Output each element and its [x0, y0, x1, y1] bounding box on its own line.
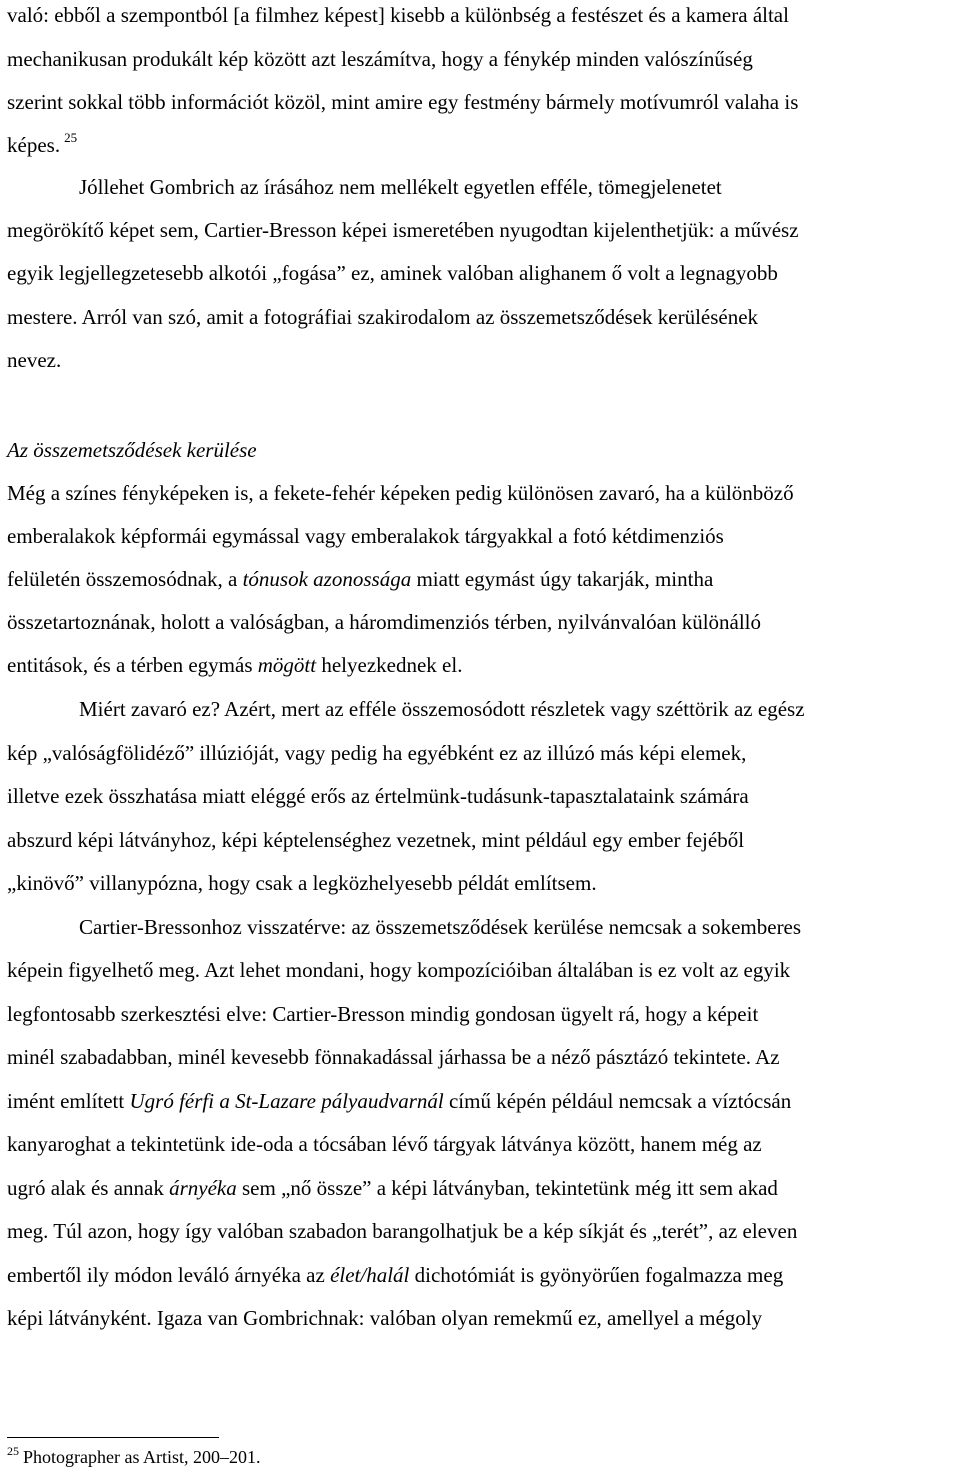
text-line: egyik legjellegzetesebb alkotói „fogása” ez, aminek valóban alighanem ő volt a legnagyobb: [7, 261, 778, 285]
text-line: abszurd képi látványhoz, képi képtelenséghez vezetnek, mint például egy ember fejéből: [7, 828, 745, 852]
text-line: mestere. Arról van szó, amit a fotográfiai szakirodalom az összemetsződések kerülésének: [7, 305, 759, 329]
text-line: Jóllehet Gombrich az írásához nem mellékelt egyetlen efféle, tömegjelenetet: [79, 175, 722, 199]
text-line: ugró alak és annak árnyéka sem „nő össze” a képi látványban, tekintetünk még itt sem akad: [7, 1176, 778, 1200]
text-line: megörökítő képet sem, Cartier-Bresson képei ismeretében nyugodtan kijelenthetjük: a művész: [7, 218, 799, 242]
text-line: való: ebből a szempontból [a filmhez képest] kisebb a különbség a festészet és a kamera által: [7, 3, 789, 27]
footnote-number: 25: [7, 1444, 19, 1458]
emphasis: árnyéka: [169, 1176, 237, 1200]
text-line: Cartier-Bressonhoz visszatérve: az összemetsződések kerülése nemcsak a sokemberes: [79, 915, 802, 939]
text-line: mechanikusan produkált kép között azt leszámítva, hogy a fénykép minden valószínűség: [7, 47, 753, 71]
emphasis: élet/halál: [330, 1263, 410, 1287]
emphasis: mögött: [257, 653, 317, 677]
text-line: felületén összemosódnak, a tónusok azonossága miatt egymást úgy takarják, mintha: [7, 567, 714, 591]
footnote-text: Photographer as Artist, 200–201.: [23, 1447, 261, 1467]
text-line: „kinövő” villanypózna, hogy csak a legközhelyesebb példát említsem.: [7, 871, 597, 895]
section-heading: Az összemetsződések kerülése: [7, 438, 257, 462]
text-line: nevez.: [7, 348, 62, 372]
text-line: képein figyelhető meg. Azt lehet mondani, hogy kompozícióiban általában is ez volt az egyik: [7, 958, 791, 982]
text-line: szerint sokkal több információt közöl, mint amire egy festmény bármely motívumról valaha is: [7, 90, 799, 114]
footnote-reference: 25: [64, 130, 78, 145]
text-line: meg. Túl azon, hogy így valóban szabadon barangolhatjuk be a kép síkját és „terét”, az eleven: [7, 1219, 798, 1243]
text-line: összetartoznának, holott a valóságban, a háromdimenziós térben, nyilvánvalóan különálló: [7, 610, 762, 634]
text-line: imént említett Ugró férfi a St-Lazare pályaudvarnál című képén például nemcsak a víztócsán: [7, 1089, 792, 1113]
text-line: minél szabadabban, minél kevesebb fönnakadással járhassa be a néző pásztázó tekintete. Az: [7, 1045, 780, 1069]
text-line: entitások, és a térben egymás mögött helyezkednek el.: [7, 653, 463, 677]
text-line: kanyaroghat a tekintetünk ide-oda a tócsában lévő tárgyak látványa között, hanem még az: [7, 1132, 762, 1156]
text-line: legfontosabb szerkesztési elve: Cartier-Bresson mindig gondosan ügyelt rá, hogy a képeit: [7, 1002, 759, 1026]
text-line: embertől ily módon leváló árnyéka az élet/halál dichotómiát is gyönyörűen fogalmazza meg: [7, 1263, 784, 1287]
text-line: Miért zavaró ez? Azért, mert az efféle összemosódott részletek vagy széttörik az egész: [79, 697, 805, 721]
text-line: emberalakok képformái egymással vagy emberalakok tárgyakkal a fotó kétdimenziós: [7, 524, 724, 548]
emphasis: tónusok azonossága: [242, 567, 412, 591]
footnote-divider: [7, 1437, 219, 1438]
text-line: képes. $^{25}$: [7, 130, 78, 157]
text-line: Még a színes fényképeken is, a fekete-fehér képeken pedig különösen zavaró, ha a különböző: [7, 481, 794, 505]
text-line: képi látványként. Igaza van Gombrichnak: valóban olyan remekmű ez, amellyel a mégoly: [7, 1306, 763, 1330]
artwork-title: Ugró férfi a St-Lazare pályaudvarnál: [129, 1089, 444, 1113]
text-line: kép „valóságfölidéző” illúzióját, vagy pedig ha egyébként ez az illúzó más képi elemek,: [7, 741, 747, 765]
footnote: [7, 1446, 260, 1470]
text-line: illetve ezek összhatása miatt eléggé erős az értelmünk-tudásunk-tapasztalataink számára: [7, 784, 749, 808]
